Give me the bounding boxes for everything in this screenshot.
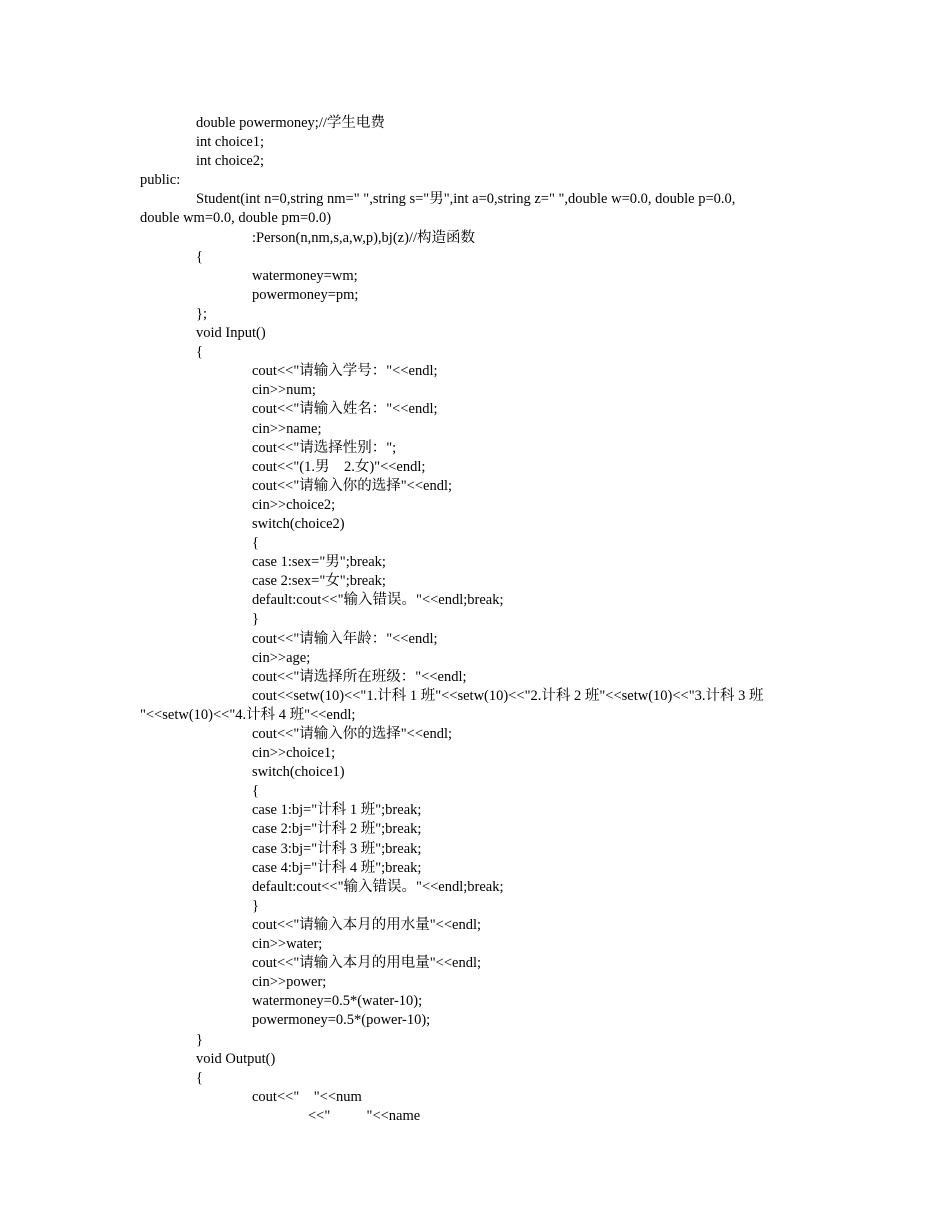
code-line: cout<<"请输入年龄："<<endl; [252,630,438,647]
code-line: case 4:bj="计科 4 班";break; [252,859,422,876]
code-line: Student(int n=0,string nm=" ",string s="男",int a=0,string z=" ",double w=0.0, double p=0.0, [196,191,736,208]
code-line: } [252,611,259,628]
code-line: <<" "<<name [308,1107,421,1124]
code-line: case 2:sex="女";break; [252,573,386,590]
code-line: cout<<"(1.男 2.女)"<<endl; [252,458,426,475]
code-line: cin>>age; [252,649,311,666]
code-line: case 2:bj="计科 2 班";break; [252,821,422,838]
code-line: { [252,783,259,800]
code-line: { [196,1069,203,1086]
code-line: switch(choice1) [252,764,345,781]
code-line: cout<<"请选择所在班级："<<endl; [252,668,467,685]
code-line: cout<<"请输入学号："<<endl; [252,363,438,380]
code-line: cin>>name; [252,420,322,437]
code-line: }; [196,305,207,322]
code-line: case 3:bj="计科 3 班";break; [252,840,422,857]
code-line: { [196,248,203,265]
code-line: powermoney=0.5*(power-10); [252,1012,431,1029]
code-line: double wm=0.0, double pm=0.0) [140,210,332,227]
code-line: cout<<"请输入你的选择"<<endl; [252,726,453,742]
code-line: int choice1; [196,134,265,151]
code-line: cin>>power; [252,974,327,991]
code-line: cout<<"请输入你的选择"<<endl; [252,477,453,494]
code-line: :Person(n,nm,s,a,w,p),bj(z)//构造函数 [252,229,475,246]
code-line: { [196,344,203,361]
code-line: "<<setw(10)<<"4.计科 4 班"<<endl; [140,706,356,723]
code-line: } [196,1031,203,1048]
code-line: cin>>choice1; [252,745,336,762]
code-line: default:cout<<"输入错误。"<<endl;break; [252,592,504,609]
code-line: cout<<" "<<num [252,1088,362,1105]
code-line: cin>>choice2; [252,496,336,513]
code-line: cin>>num; [252,382,316,399]
code-line: powermoney=pm; [252,286,359,303]
code-line: cout<<"请输入本月的用电量"<<endl; [252,955,482,972]
code-line: void Input() [196,325,266,342]
code-line: case 1:sex="男";break; [252,554,386,571]
code-listing [140,114,820,1126]
code-line: cout<<"请选择性别："; [252,439,397,456]
code-line: watermoney=0.5*(water-10); [252,993,423,1010]
code-line: int choice2; [196,153,265,170]
code-line: case 1:bj="计科 1 班";break; [252,802,422,819]
code-line: default:cout<<"输入错误。"<<endl;break; [252,878,504,895]
code-line: cout<<setw(10)<<"1.计科 1 班"<<setw(10)<<"2.计科 2 班"<<setw(10)<<"3.计科 3 班 [252,687,764,704]
code-line: void Output() [196,1050,276,1067]
code-line: double powermoney;//学生电费 [196,115,385,131]
code-line: { [252,535,259,552]
code-line: cout<<"请输入姓名："<<endl; [252,401,438,418]
code-line: public: [140,172,181,189]
code-line: cin>>water; [252,936,323,953]
code-line: cout<<"请输入本月的用水量"<<endl; [252,916,482,933]
code-line: } [252,897,259,914]
code-line: switch(choice2) [252,515,345,532]
code-line: watermoney=wm; [252,267,358,284]
